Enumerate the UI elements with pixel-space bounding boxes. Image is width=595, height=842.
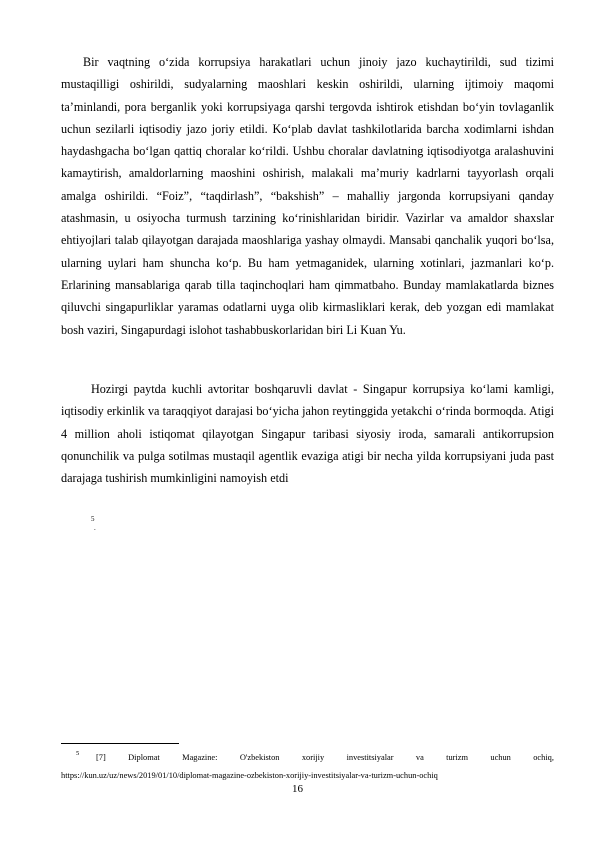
footnote-word: Diplomat bbox=[128, 753, 160, 762]
footnote-word: va bbox=[415, 753, 424, 762]
footnote-url-link[interactable]: https://kun.uz/uz/news/2019/01/10/diplomat-magazine-ozbekiston-xorijiy-investitsiyalar-va-turizm-uchun-ochiq bbox=[61, 771, 438, 780]
footnote-word: investitsiyalar bbox=[346, 753, 394, 762]
footnote-citation bbox=[96, 752, 554, 764]
page-number: 16 bbox=[292, 783, 303, 795]
footnote-reference[interactable]: 5 bbox=[91, 515, 95, 523]
body-paragraph-1: Bir vaqtning oʻzida korrupsiya harakatlari uchun jinoiy jazo kuchaytirildi, sud tizimi mustaqilligi oshirildi, sudyalarning maoshlari keskin oshirildi, ularning ijtimoiy maqomi taʼminlandi, pora berganlik yoki korrupsiyaga qarshi tergovda ishtirok etishdan boʻyin tovlaganlik uchun sezilarli iqtisodiy jazo joriy etildi. Koʻplab davlat tashkilotlarida barcha xodimlarni ishdan haydashgacha boʻlgan qattiq choralar koʻrildi. Ushbu choralar davlatning iqtisodiyotga aralashuvini kamaytirish, amaldorlarning maoshini oshirish, malakali maʼmuriy kadrlarni tayyorlash orqali amalga oshirildi. “Foiz”, “taqdirlash”, “bakshish” – mahalliy jargonda korrupsiyani qanday atashmasin, u osiyocha turmush tarzining koʻrinishlaridan biridir. Vazirlar va amaldor shaxslar ehtiyojlari talab qilayotgan darajada maoshlariga yashay olmaydi. Mansabi qanchalik yuqori boʻlsa, ularning uylari ham shuncha koʻp. Bu ham yetmaganidek, ularning xotinlari, jazmanlari koʻp. Erlarining mansablariga qarab tilla taqinchoqlari ham qimmatbaho. Bunday mamlakatlarda biznes qiluvchi singapurliklar yaramas odatlarni uyga olib kirmasliklari kerak, deb yozgan edi mamlakat bosh vaziri, Singapurdagi islohot tashabbuskorlaridan biri Li Kuan Yu. bbox=[61, 55, 554, 337]
body-paragraph-2: Hozirgi paytda kuchli avtoritar boshqaruvli davlat - Singapur korrupsiya koʻlami kamligi, iqtisodiy erkinlik va taraqqiyot darajasi boʻyicha jahon reytinggida yetakchi oʻrinda bormoqda. Atigi 4 million aholi istiqomat qilayotgan Singapur taribasi siyosiy iroda, samarali antikorrupsion qonunchilik va pulga sotilmas mustaqil agentlik evaziga atigi bir necha yilda korrupsiyani juda past darajaga tushirish mumkinligini namoyish etdi bbox=[61, 382, 554, 486]
footnote-word: turizm bbox=[446, 753, 469, 762]
footnote-word: uchun bbox=[490, 753, 511, 762]
footnote-reference-period: . bbox=[94, 524, 96, 532]
footnote-number: 5 bbox=[76, 750, 80, 757]
footnote-separator bbox=[61, 743, 179, 744]
footnote-word: [7] bbox=[96, 753, 106, 762]
footnote-word: O'zbekiston bbox=[239, 753, 280, 762]
footnote-word: ochiq, bbox=[533, 753, 554, 762]
footnote-word: Magazine: bbox=[182, 753, 218, 762]
footnote-word: xorijiy bbox=[301, 753, 325, 762]
